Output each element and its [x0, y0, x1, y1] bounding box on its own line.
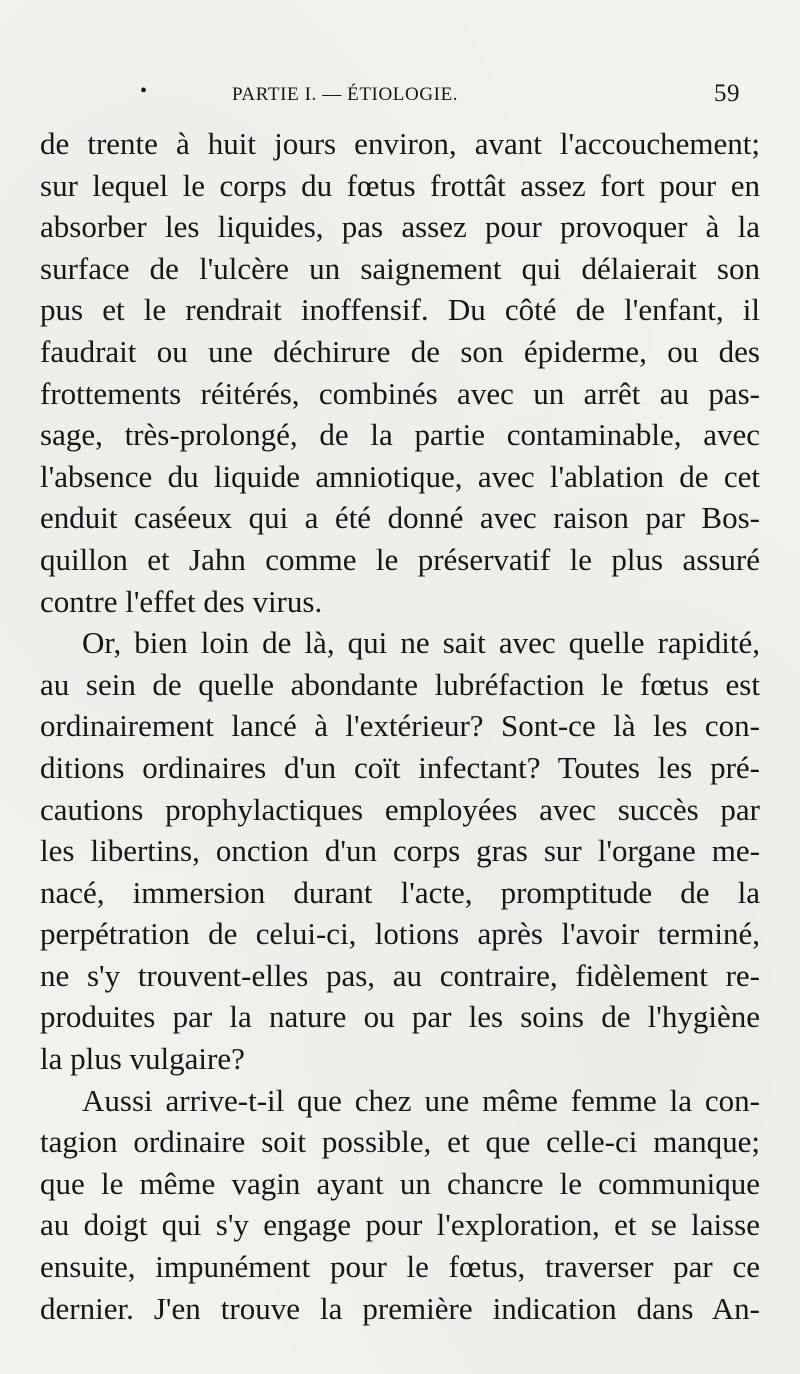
text-line: ensuite, impunément pour le fœtus, traverser par ce — [40, 1249, 760, 1285]
text-line: faudrait ou une déchirure de son épiderme, ou des — [40, 333, 760, 369]
text-line: ordinairement lancé à l'extérieur? Sont-ce là les con- — [40, 708, 760, 744]
text-line: tagion ordinaire soit possible, et que celle-ci manque; — [40, 1124, 760, 1160]
text-line: sur lequel le corps du fœtus frottât assez fort pour en — [40, 167, 760, 203]
text-line: l'absence du liquide amniotique, avec l'ablation de cet — [40, 458, 760, 494]
text-line: absorber les liquides, pas assez pour provoquer à la — [40, 209, 760, 245]
running-head-title: PARTIE I. — ÉTIOLOGIE. — [232, 84, 459, 105]
paragraph-first-line: Aussi arrive-t-il que chez une même femme la con- — [82, 1082, 760, 1118]
text-line: pus et le rendrait inoffensif. Du côté de l'enfant, il — [40, 292, 760, 328]
text-line: ditions ordinaires d'un coït infectant? Toutes les pré- — [40, 749, 760, 785]
text-line: sage, très-prolongé, de la partie contaminable, avec — [40, 417, 760, 453]
running-head — [140, 78, 740, 108]
text-line: perpétration de celui-ci, lotions après l'avoir terminé, — [40, 916, 760, 952]
body-text — [40, 123, 760, 1329]
running-head-marker: • — [140, 80, 148, 102]
text-line: frottements réitérés, combinés avec un arrêt au pas- — [40, 375, 760, 411]
text-line: les libertins, onction d'un corps gras sur l'organe me- — [40, 833, 760, 869]
paragraph-first-line: Or, bien loin de là, qui ne sait avec quelle rapidité, — [82, 625, 760, 661]
text-line: produites par la nature ou par les soins de l'hygiène — [40, 999, 760, 1035]
page-number: 59 — [714, 80, 740, 107]
paragraph-end-line: contre l'effet des virus. — [40, 583, 323, 619]
text-line: quillon et Jahn comme le préservatif le plus assuré — [40, 541, 760, 577]
text-line: au sein de quelle abondante lubréfaction le fœtus est — [40, 666, 760, 702]
text-line: dernier. J'en trouve la première indication dans An- — [40, 1290, 760, 1326]
text-line: de trente à huit jours environ, avant l'accouchement; — [40, 126, 760, 161]
text-line: au doigt qui s'y engage pour l'exploration, et se laisse — [40, 1207, 760, 1243]
paragraph-end-line: la plus vulgaire? — [40, 1041, 245, 1077]
text-line: nacé, immersion durant l'acte, promptitude de la — [40, 874, 760, 910]
text-line: que le même vagin ayant un chancre le communique — [40, 1165, 760, 1201]
text-line: surface de l'ulcère un saignement qui délaierait son — [40, 250, 760, 286]
text-line: enduit caséeux qui a été donné avec raison par Bos- — [40, 500, 760, 536]
text-line: ne s'y trouvent-elles pas, au contraire, fidèlement re- — [40, 957, 760, 993]
text-line: cautions prophylactiques employées avec succès par — [40, 791, 760, 827]
